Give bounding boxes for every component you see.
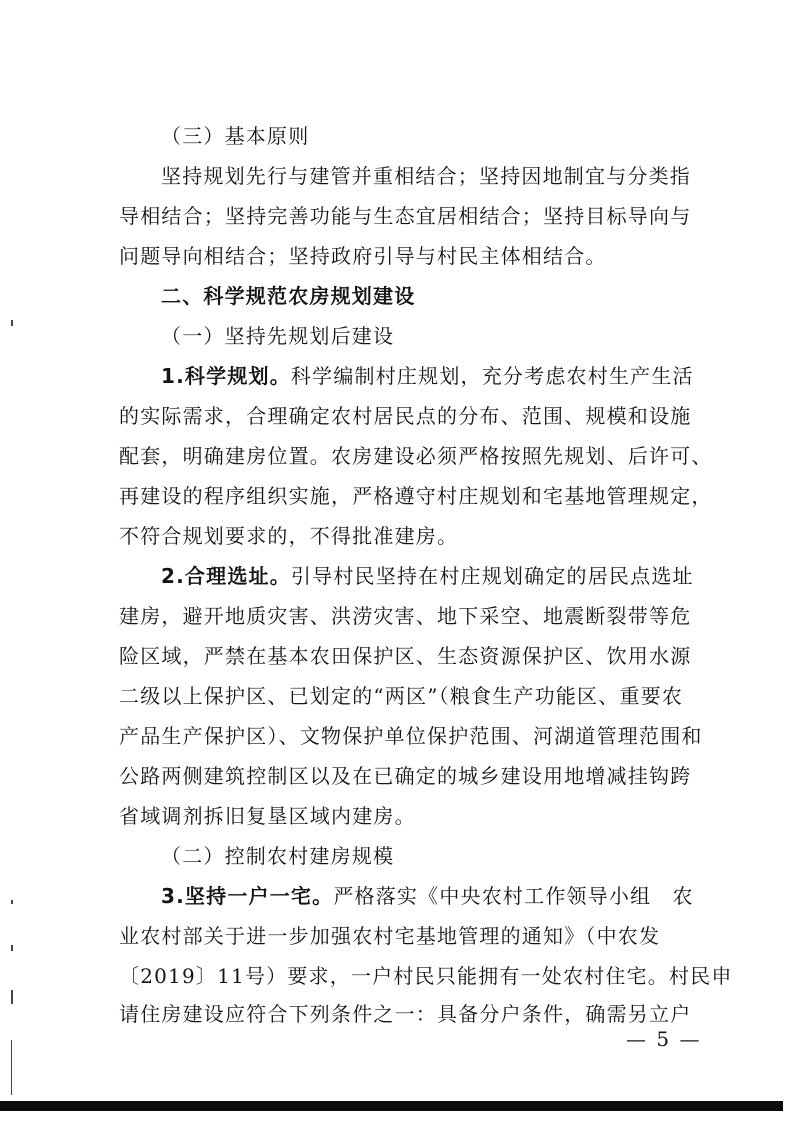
paragraph-line: 险区域，严禁在基本农田保护区、生态资源保护区、饮用水源 [119, 644, 692, 668]
paragraph-line: 〔2019〕11号）要求，一户村民只能拥有一处农村住宅。村民申 [119, 964, 733, 988]
section-heading: 二、科学规范农房规划建设 [161, 284, 416, 308]
scan-bottom-edge [0, 1101, 783, 1111]
subsection-heading: （三）基本原则 [161, 124, 310, 148]
subsection-heading: （一）坚持先规划后建设 [161, 324, 395, 348]
paragraph-line: 问题导向相结合；坚持政府引导与村民主体相结合。 [119, 244, 607, 268]
paragraph-line: 请住房建设应符合下列条件之一：具备分户条件，确需另立户 [119, 1002, 692, 1026]
paragraph-line: 坚持规划先行与建管并重相结合；坚持因地制宜与分类指 [161, 164, 691, 188]
paragraph-line: 导相结合；坚持完善功能与生态宜居相结合；坚持目标导向与 [119, 204, 692, 228]
paragraph-line: 产品生产保护区）、文物保护单位保护范围、河湖道管理范围和 [119, 724, 703, 748]
scan-mark [11, 990, 13, 1004]
paragraph-line: 2.合理选址。引导村民坚持在村庄规划确定的居民点选址 [161, 564, 694, 588]
paragraph-line: 1.科学规划。科学编制村庄规划，充分考虑农村生产生活 [161, 364, 694, 388]
item-lead: 1.科学规划。 [161, 364, 291, 388]
subsection-heading: （二）控制农村建房规模 [161, 844, 395, 868]
paragraph-line: 业农村部关于进一步加强农村宅基地管理的通知》（中农发 [119, 924, 661, 948]
paragraph-line: 的实际需求，合理确定农村居民点的分布、范围、规模和设施 [119, 404, 692, 428]
paragraph-line: 公路两侧建筑控制区以及在已确定的城乡建设用地增减挂钩跨 [119, 764, 692, 788]
item-lead: 3.坚持一户一宅。 [161, 884, 334, 908]
paragraph-line: 二级以上保护区、已划定的“两区”（粮食生产功能区、重要农 [119, 684, 684, 708]
scan-mark [11, 320, 13, 326]
paragraph-line: 再建设的程序组织实施，严格遵守村庄规划和宅基地管理规定， [119, 484, 713, 508]
item-lead: 2.合理选址。 [161, 564, 291, 588]
scan-mark [11, 945, 13, 951]
paragraph-line: 不符合规划要求的，不得批准建房。 [119, 524, 459, 548]
page-number: — 5 — [626, 1027, 702, 1051]
paragraph-line: 省域调剂拆旧复垦区域内建房。 [119, 804, 416, 828]
scan-mark [11, 900, 13, 904]
scan-mark [11, 1040, 12, 1095]
paragraph-line: 3.坚持一户一宅。严格落实《中央农村工作领导小组 农 [161, 884, 694, 908]
paragraph-line: 配套，明确建房位置。农房建设必须严格按照先规划、后许可、 [119, 444, 713, 468]
paragraph-line: 建房，避开地质灾害、洪涝灾害、地下采空、地震断裂带等危 [119, 604, 692, 628]
